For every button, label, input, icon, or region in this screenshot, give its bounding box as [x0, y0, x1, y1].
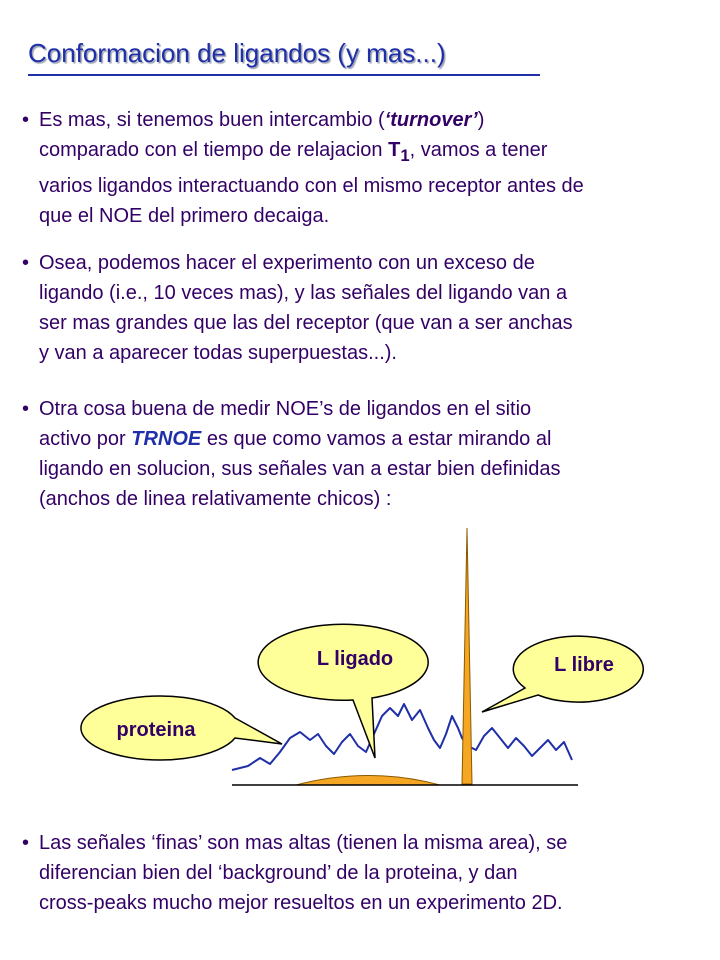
slide-title: Conformacion de ligandos (y mas...) [28, 38, 446, 68]
bullet2-line4: y van a aparecer todas superpuestas...). [39, 342, 397, 364]
bullet2-line3: ser mas grandes que las del receptor (que van a ser anchas [39, 312, 573, 334]
l-libre-label: L libre [554, 654, 614, 676]
bullet1-line2-post: , vamos a tener [409, 139, 548, 161]
bullet1-line1-pre: Es mas, si tenemos buen intercambio ( [39, 109, 385, 131]
proteina-label: proteina [116, 719, 196, 741]
protein-spectrum-line [232, 704, 572, 770]
nmr-spectrum-diagram [0, 520, 720, 820]
bullet-trnoe [22, 394, 560, 514]
bullet-dot: • [22, 398, 30, 420]
bullet4-line1: Las señales ‘finas’ son mas altas (tienen la misma area), se [39, 832, 568, 854]
bullet-turnover [22, 105, 584, 231]
bullet1-line1-post: ) [477, 109, 485, 131]
bullet-dot: • [22, 252, 30, 274]
l-ligado-callout [258, 624, 428, 758]
broad-bound-peak [296, 776, 440, 786]
bullet3-line1: Otra cosa buena de medir NOE’s de ligandos en el sitio [39, 398, 532, 420]
bullet1-line3: varios ligandos interactuando con el mismo receptor antes de [39, 175, 584, 197]
bullet4-line3: cross-peaks mucho mejor resueltos en un experimento 2D. [39, 892, 563, 914]
turnover-term: ‘turnover’ [384, 109, 478, 131]
trnoe-term: TRNOE [131, 428, 202, 450]
bullet3-line3: ligando en solucion, sus señales van a estar bien definidas [39, 458, 561, 480]
bullet2-line1: Osea, podemos hacer el experimento con un exceso de [39, 252, 535, 274]
sharp-free-peak [462, 528, 472, 784]
t1-symbol: $T_1$ [388, 139, 410, 165]
bullet1-line2-pre: comparado con el tiempo de relajacion [39, 139, 389, 161]
bullet3-line4: (anchos de linea relativamente chicos) : [39, 488, 392, 510]
bullet-senales-finas [22, 828, 567, 918]
t1-subscript: 1 [400, 146, 410, 165]
bullet2-line2: ligando (i.e., 10 veces mas), y las señales del ligando van a [39, 282, 568, 304]
bullet1-line4: que el NOE del primero decaiga. [39, 205, 330, 227]
bullet-dot: • [22, 832, 30, 854]
title-underline [28, 74, 540, 76]
bullet3-line2-post: es que como vamos a estar mirando al [201, 428, 552, 450]
l-ligado-label: L ligado [316, 648, 394, 670]
bullet4-line2: diferencian bien del ‘background’ de la proteina, y dan [39, 862, 518, 884]
bullet-exceso-ligando [22, 248, 573, 368]
bullet3-line2-pre: activo por [39, 428, 132, 450]
bullet-dot: • [22, 109, 30, 131]
